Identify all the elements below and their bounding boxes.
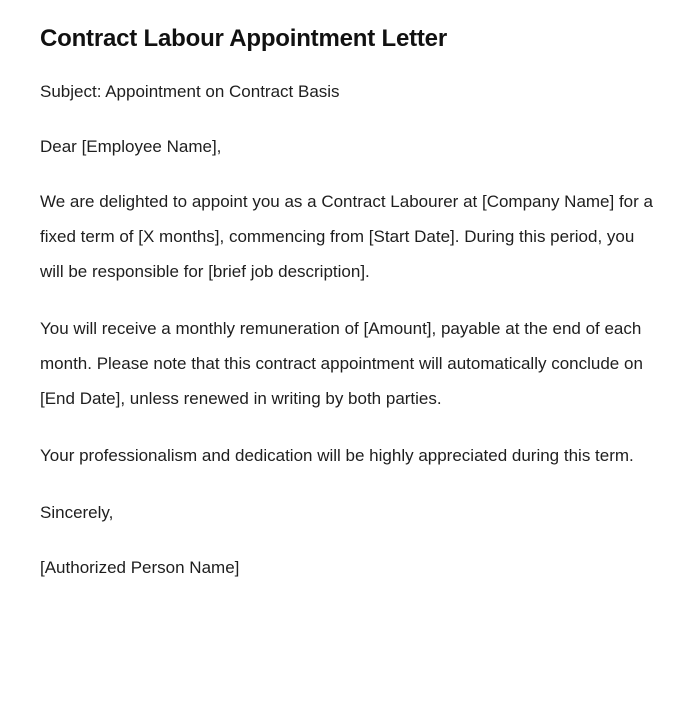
signatory-name: [Authorized Person Name]	[40, 558, 240, 577]
subject-line: Subject: Appointment on Contract Basis	[40, 82, 340, 101]
sign-off: Sincerely,	[40, 503, 114, 522]
salutation: Dear [Employee Name],	[40, 137, 222, 156]
body-paragraph-remuneration: You will receive a monthly remuneration of [Amount], payable at the end of each month. Please note that this contract appointment will automatically conclude on [End Date], unless renewed in writing by both parties.	[40, 319, 643, 408]
body-paragraph-closing-note: Your professionalism and dedication will be highly appreciated during this term.	[40, 446, 634, 465]
body-paragraph-appointment: We are delighted to appoint you as a Contract Labourer at [Company Name] for a fixed term of [X months], commencing from [Start Date]. During this period, you will be responsible for [brief job description].	[40, 192, 653, 281]
page-title: Contract Labour Appointment Letter	[40, 25, 447, 52]
